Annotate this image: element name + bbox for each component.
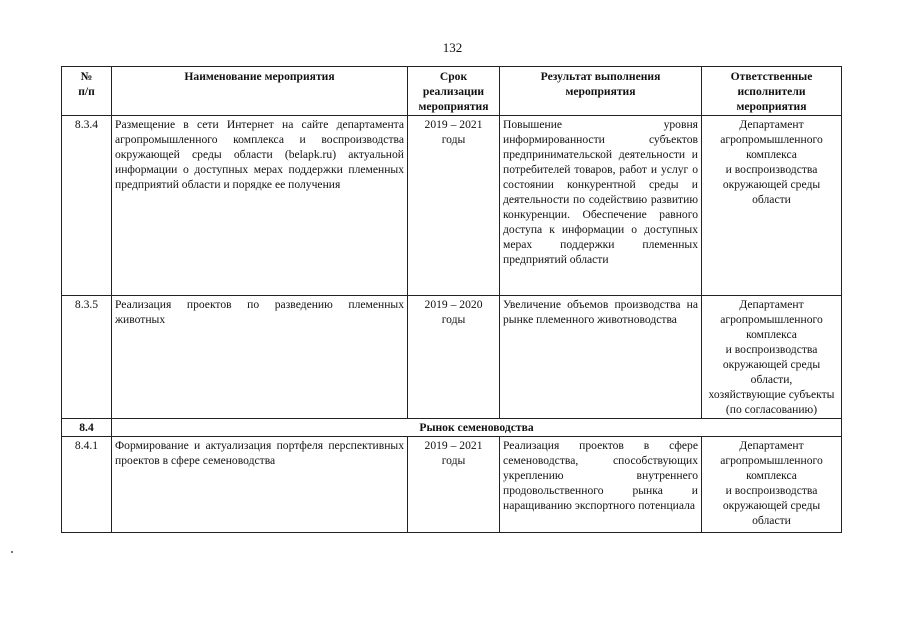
- row-number: 8.4.1: [62, 437, 112, 533]
- implementation-term: 2019 – 2021 годы: [408, 116, 500, 296]
- measures-table: [61, 66, 842, 533]
- measure-result: Повышение уровня информированности субъектов предпринимательской деятельности и потребителей товаров, работ и услуг о состоянии конкурентной среды и деятельности по содействию развитию конкуренции. Обеспечение равного доступа к информации о доступных мерах поддержки племенных предприятий области: [500, 116, 702, 296]
- table-row: [62, 116, 842, 296]
- section-number: 8.4: [62, 419, 112, 437]
- measure-name: Размещение в сети Интернет на сайте департамента агропромышленного комплекса и воспроизводства окружающей среды области (belapk.ru) актуальной информации о доступных мерах поддержки племенных предприятий области и порядке ее получения: [112, 116, 408, 296]
- row-number: 8.3.5: [62, 296, 112, 419]
- table-header-row: [62, 67, 842, 116]
- header-result: Результат выполнения мероприятия: [500, 67, 702, 116]
- table-row: [62, 437, 842, 533]
- implementation-term: 2019 – 2020 годы: [408, 296, 500, 419]
- section-title: Рынок семеноводства: [112, 419, 842, 437]
- page-number: 132: [442, 40, 463, 55]
- header-name: Наименование мероприятия: [112, 67, 408, 116]
- responsible-executors: Департамент агропромышленного комплекса и воспроизводства окружающей среды области, хозяйствующие субъекты (по согласованию): [702, 296, 842, 419]
- table-row: [62, 296, 842, 419]
- header-executors: Ответственные исполнители мероприятия: [702, 67, 842, 116]
- implementation-term: 2019 – 2021 годы: [408, 437, 500, 533]
- header-term: Срок реализации мероприятия: [408, 67, 500, 116]
- responsible-executors: Департамент агропромышленного комплекса и воспроизводства окружающей среды области: [702, 116, 842, 296]
- measure-result: Увеличение объемов производства на рынке племенного животноводства: [500, 296, 702, 419]
- measure-result: Реализация проектов в сфере семеноводства, способствующих укреплению внутреннего продовольственного рынка и наращиванию экспортного потенциала: [500, 437, 702, 533]
- header-num: № п/п: [62, 67, 112, 116]
- section-row: [62, 419, 842, 437]
- scan-speck: [11, 551, 13, 553]
- measure-name: Формирование и актуализация портфеля перспективных проектов в сфере семеноводства: [112, 437, 408, 533]
- row-number: 8.3.4: [62, 116, 112, 296]
- measure-name: Реализация проектов по разведению племенных животных: [112, 296, 408, 419]
- responsible-executors: Департамент агропромышленного комплекса и воспроизводства окружающей среды области: [702, 437, 842, 533]
